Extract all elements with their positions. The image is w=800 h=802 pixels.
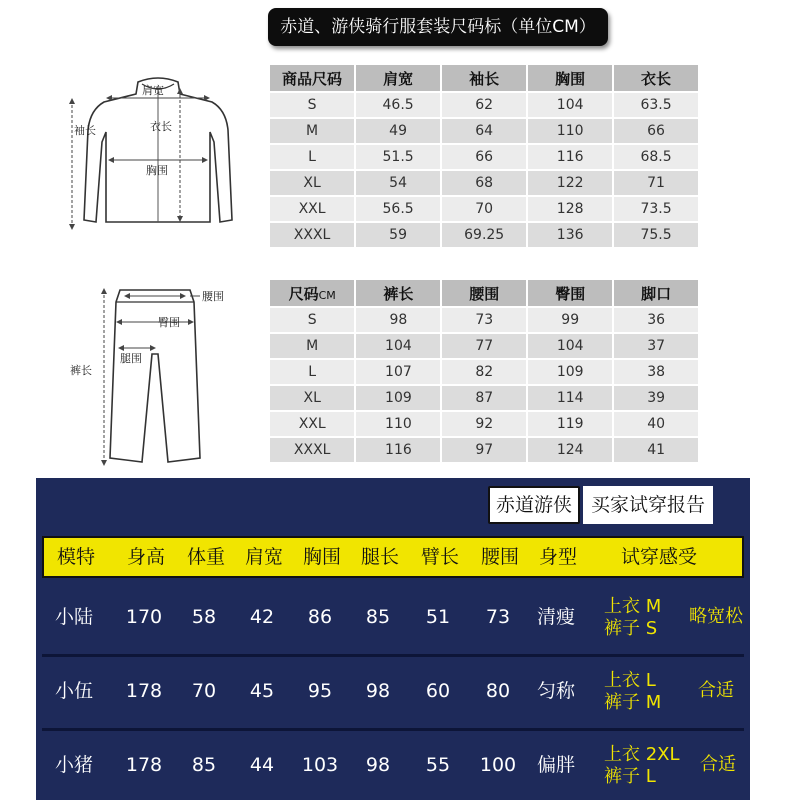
chest-value: 95 bbox=[307, 680, 333, 702]
fit-pants: 裤子 S bbox=[604, 618, 658, 639]
jacket-header-shoulder: 肩宽 bbox=[356, 65, 442, 91]
pants-outline-icon bbox=[110, 290, 200, 462]
pants-label-length: 裤长 bbox=[70, 364, 92, 377]
report-header-arm: 臂长 bbox=[420, 546, 459, 568]
table-cell: 68 bbox=[442, 169, 528, 195]
table-cell: 37 bbox=[614, 332, 700, 358]
table-cell: 128 bbox=[528, 195, 614, 221]
pants-header-length: 裤长 bbox=[356, 280, 442, 306]
weight-value: 58 bbox=[191, 606, 217, 628]
fit-verdict: 合适 bbox=[700, 754, 736, 775]
table-row bbox=[270, 332, 700, 358]
table-cell: 98 bbox=[356, 306, 442, 332]
fit-pants: 裤子 M bbox=[604, 692, 662, 713]
report-header-shoulder: 肩宽 bbox=[244, 546, 283, 568]
table-cell: 99 bbox=[528, 306, 614, 332]
jacket-header-sleeve: 袖长 bbox=[442, 65, 528, 91]
table-cell: 73.5 bbox=[614, 195, 700, 221]
jacket-label-shoulder: 肩宽 bbox=[142, 84, 164, 97]
table-cell: 104 bbox=[528, 332, 614, 358]
fit-top: 上衣 L bbox=[604, 670, 656, 691]
jacket-header-size: 商品尺码 bbox=[270, 65, 356, 91]
jacket-label-sleeve: 袖长 bbox=[74, 124, 96, 137]
body-type: 偏胖 bbox=[536, 754, 575, 776]
report-header-model: 模特 bbox=[56, 546, 95, 568]
pants-header-hem: 脚口 bbox=[614, 280, 700, 306]
model-name: 小伍 bbox=[54, 680, 93, 702]
table-cell: XXXL bbox=[270, 436, 356, 462]
table-cell: M bbox=[270, 332, 356, 358]
table-cell: 73 bbox=[442, 306, 528, 332]
table-cell: 122 bbox=[528, 169, 614, 195]
jacket-header-chest: 胸围 bbox=[528, 65, 614, 91]
pants-label-hip: 臀围 bbox=[158, 316, 180, 329]
table-cell: 87 bbox=[442, 384, 528, 410]
pants-label-waist: 腰围 bbox=[202, 290, 224, 303]
table-cell: 66 bbox=[614, 117, 700, 143]
body-type: 清瘦 bbox=[536, 606, 575, 628]
chest-value: 86 bbox=[307, 606, 333, 628]
report-heading bbox=[488, 486, 713, 524]
report-header-row bbox=[42, 536, 744, 578]
fit-verdict: 略宽松 bbox=[689, 606, 743, 627]
table-cell: 38 bbox=[614, 358, 700, 384]
table-cell: 104 bbox=[528, 91, 614, 117]
table-cell: M bbox=[270, 117, 356, 143]
jacket-header-length: 衣长 bbox=[614, 65, 700, 91]
table-cell: 70 bbox=[442, 195, 528, 221]
table-row bbox=[270, 306, 700, 332]
table-row bbox=[270, 436, 700, 462]
waist-value: 73 bbox=[485, 606, 511, 628]
pants-label-thigh: 腿围 bbox=[120, 352, 142, 365]
table-cell: 104 bbox=[356, 332, 442, 358]
table-cell: 116 bbox=[528, 143, 614, 169]
fit-top: 上衣 M bbox=[604, 596, 662, 617]
table-cell: 54 bbox=[356, 169, 442, 195]
shoulder-value: 44 bbox=[249, 754, 275, 776]
table-cell: S bbox=[270, 91, 356, 117]
table-cell: 41 bbox=[614, 436, 700, 462]
table-cell: 66 bbox=[442, 143, 528, 169]
waist-value: 100 bbox=[479, 754, 517, 776]
table-cell: 109 bbox=[356, 384, 442, 410]
table-cell: 136 bbox=[528, 221, 614, 247]
table-row bbox=[270, 91, 700, 117]
height-value: 170 bbox=[125, 606, 163, 628]
table-cell: 39 bbox=[614, 384, 700, 410]
leg-value: 98 bbox=[365, 680, 391, 702]
table-row bbox=[270, 195, 700, 221]
pants-header-hip: 臀围 bbox=[528, 280, 614, 306]
table-cell: 107 bbox=[356, 358, 442, 384]
table-cell: 62 bbox=[442, 91, 528, 117]
report-title: 买家试穿报告 bbox=[583, 486, 713, 524]
table-cell: 77 bbox=[442, 332, 528, 358]
jacket-label-chest: 胸围 bbox=[146, 164, 168, 177]
table-cell: 110 bbox=[528, 117, 614, 143]
table-cell: 49 bbox=[356, 117, 442, 143]
table-cell: 92 bbox=[442, 410, 528, 436]
report-header-chest: 胸围 bbox=[302, 546, 341, 568]
report-header-body: 身型 bbox=[538, 546, 577, 568]
table-cell: XXL bbox=[270, 410, 356, 436]
table-cell: 75.5 bbox=[614, 221, 700, 247]
arm-value: 51 bbox=[425, 606, 451, 628]
table-cell: XL bbox=[270, 169, 356, 195]
leg-value: 98 bbox=[365, 754, 391, 776]
table-row bbox=[270, 117, 700, 143]
table-cell: 119 bbox=[528, 410, 614, 436]
table-cell: 56.5 bbox=[356, 195, 442, 221]
table-cell: 63.5 bbox=[614, 91, 700, 117]
arm-value: 60 bbox=[425, 680, 451, 702]
chest-value: 103 bbox=[301, 754, 339, 776]
report-header-height: 身高 bbox=[126, 546, 165, 568]
table-cell: 114 bbox=[528, 384, 614, 410]
pants-header-waist: 腰围 bbox=[442, 280, 528, 306]
table-cell: L bbox=[270, 143, 356, 169]
waist-value: 80 bbox=[485, 680, 511, 702]
table-row bbox=[270, 221, 700, 247]
table-cell: XXL bbox=[270, 195, 356, 221]
table-row bbox=[270, 143, 700, 169]
unit-label: CM bbox=[318, 288, 336, 302]
model-name: 小陆 bbox=[54, 606, 93, 628]
weight-value: 70 bbox=[191, 680, 217, 702]
leg-value: 85 bbox=[365, 606, 391, 628]
table-row bbox=[270, 169, 700, 195]
report-header-feel: 试穿感受 bbox=[620, 546, 697, 568]
table-cell: 69.25 bbox=[442, 221, 528, 247]
table-cell: 40 bbox=[614, 410, 700, 436]
table-cell: 109 bbox=[528, 358, 614, 384]
table-cell: 64 bbox=[442, 117, 528, 143]
shoulder-value: 45 bbox=[249, 680, 275, 702]
table-cell: 59 bbox=[356, 221, 442, 247]
pants-header-size: 尺码CM bbox=[270, 280, 356, 306]
report-header-waist: 腰围 bbox=[480, 546, 519, 568]
page-title: 赤道、游侠骑行服套装尺码标（单位CM） bbox=[268, 8, 608, 46]
jacket-label-length: 衣长 bbox=[150, 120, 172, 133]
height-value: 178 bbox=[125, 754, 163, 776]
report-row bbox=[42, 728, 744, 802]
table-cell: 68.5 bbox=[614, 143, 700, 169]
table-cell: 46.5 bbox=[356, 91, 442, 117]
table-cell: S bbox=[270, 306, 356, 332]
fit-pants: 裤子 L bbox=[604, 766, 656, 787]
table-cell: 71 bbox=[614, 169, 700, 195]
table-cell: XXXL bbox=[270, 221, 356, 247]
table-cell: XL bbox=[270, 384, 356, 410]
jacket-diagram bbox=[60, 72, 260, 242]
shoulder-value: 42 bbox=[249, 606, 275, 628]
model-name: 小猪 bbox=[54, 754, 93, 776]
weight-value: 85 bbox=[191, 754, 217, 776]
table-cell: 97 bbox=[442, 436, 528, 462]
jacket-size-table bbox=[270, 65, 700, 247]
table-cell: 116 bbox=[356, 436, 442, 462]
arm-value: 55 bbox=[425, 754, 451, 776]
body-type: 匀称 bbox=[536, 680, 575, 702]
table-cell: 110 bbox=[356, 410, 442, 436]
report-header-leg: 腿长 bbox=[360, 546, 399, 568]
fit-verdict: 合适 bbox=[698, 680, 734, 701]
pants-diagram bbox=[66, 282, 246, 472]
height-value: 178 bbox=[125, 680, 163, 702]
table-row bbox=[270, 410, 700, 436]
table-row bbox=[270, 384, 700, 410]
brand-label: 赤道游侠 bbox=[488, 486, 580, 524]
table-cell: 36 bbox=[614, 306, 700, 332]
table-cell: 124 bbox=[528, 436, 614, 462]
table-cell: 51.5 bbox=[356, 143, 442, 169]
fitting-report bbox=[36, 478, 750, 800]
report-header-weight: 体重 bbox=[186, 546, 225, 568]
report-row bbox=[42, 654, 744, 731]
table-row bbox=[270, 358, 700, 384]
fit-top: 上衣 2XL bbox=[604, 744, 680, 765]
pants-size-table bbox=[270, 280, 700, 462]
table-cell: L bbox=[270, 358, 356, 384]
table-cell: 82 bbox=[442, 358, 528, 384]
report-row bbox=[42, 580, 744, 657]
